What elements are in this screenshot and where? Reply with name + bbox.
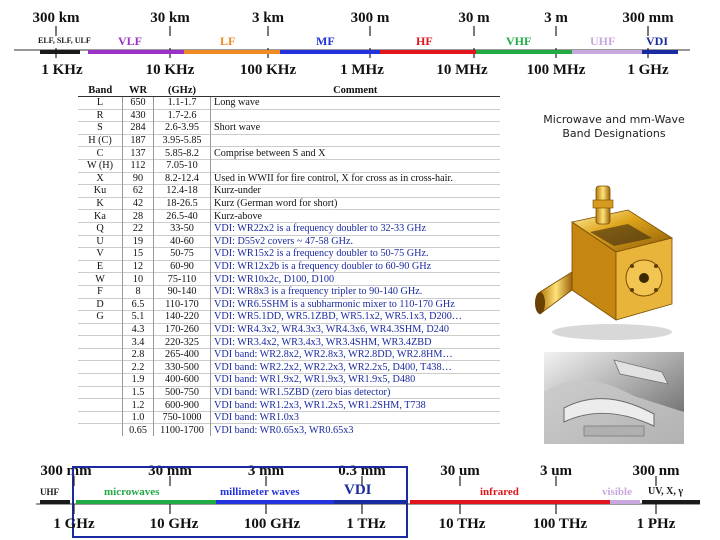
table-row	[78, 411, 500, 424]
caption-line: Band Designations	[562, 127, 666, 140]
frequency-range-cell: 90-140	[154, 285, 211, 298]
column-header: Comment	[211, 85, 501, 97]
band-cell: L	[78, 97, 123, 110]
bottom-frequency-label: 1 PHz	[636, 516, 676, 532]
band-segment-microwaves	[76, 500, 216, 504]
wr-cell: 2.2	[123, 361, 154, 374]
wr-cell: 22	[123, 222, 154, 235]
band-segment-uhf-bottom	[40, 500, 70, 504]
frequency-range-cell: 1.7-2.6	[154, 109, 211, 122]
table-row	[78, 336, 500, 349]
comment-cell: VDI band: WR1.0x3	[211, 411, 501, 424]
frequency-range-cell: 1100-1700	[154, 424, 211, 436]
band-cell: W (H)	[78, 159, 123, 172]
table-row	[78, 210, 500, 223]
comment-cell: VDI: WR10x2c, D100, D100	[211, 273, 501, 286]
band-cell	[78, 424, 123, 436]
table-row	[78, 147, 500, 160]
frequency-range-cell: 8.2-12.4	[154, 172, 211, 185]
top-wavelength-label: 300 km	[32, 10, 80, 26]
figure-caption	[514, 113, 714, 141]
band-segment-elf	[40, 50, 80, 54]
bottom-wavelength-label: 30 mm	[148, 463, 192, 479]
band-segment-uhf	[572, 50, 642, 54]
band-cell: S	[78, 122, 123, 135]
bottom-wavelength-label: 300 mm	[40, 463, 92, 479]
comment-cell	[211, 109, 501, 122]
band-designation-table	[78, 85, 500, 436]
table-row	[78, 273, 500, 286]
band-cell	[78, 386, 123, 399]
comment-cell: VDI band: WR1.2x3, WR1.2x5, WR1.2SHM, T738	[211, 399, 501, 412]
top-frequency-label: 1 KHz	[41, 62, 83, 78]
table-header-row	[78, 85, 500, 97]
wr-cell: 8	[123, 285, 154, 298]
frequency-range-cell: 265-400	[154, 348, 211, 361]
band-label-millimeter: millimeter waves	[220, 486, 300, 498]
wr-cell: 10	[123, 273, 154, 286]
frequency-range-cell: 40-60	[154, 235, 211, 248]
band-cell: W	[78, 273, 123, 286]
comment-cell: VDI: WR5.1DD, WR5.1ZBD, WR5.1x2, WR5.1x3, D200…	[211, 311, 501, 324]
bottom-wavelength-label: 3 um	[539, 463, 573, 479]
comment-cell: VDI: WR22x2 is a frequency doubler to 32-33 GHz	[211, 222, 501, 235]
wr-cell: 112	[123, 159, 154, 172]
band-cell	[78, 336, 123, 349]
frequency-range-cell: 26.5-40	[154, 210, 211, 223]
table-row	[78, 222, 500, 235]
top-frequency-label: 10 KHz	[145, 62, 195, 78]
top-wavelength-label: 300 mm	[622, 10, 674, 26]
wr-cell: 5.1	[123, 311, 154, 324]
bottom-frequency-label: 10 THz	[438, 516, 486, 532]
band-label-vhf: VHF	[506, 34, 532, 48]
wr-cell: 19	[123, 235, 154, 248]
wr-cell: 0.65	[123, 424, 154, 436]
band-segment-vdi-bottom	[334, 500, 406, 504]
wr-cell: 1.2	[123, 399, 154, 412]
table-row	[78, 134, 500, 147]
comment-cell: VDI: WR3.4x2, WR3.4x3, WR3.4SHM, WR3.4ZBD	[211, 336, 501, 349]
comment-cell: VDI band: WR2.8x2, WR2.8x3, WR2.8DD, WR2.8HM…	[211, 348, 501, 361]
band-label-uv: UV, X, γ	[648, 486, 684, 497]
band-cell: Ku	[78, 185, 123, 198]
bottom-wavelength-label: 0.3 mm	[338, 463, 386, 479]
top-wavelength-label: 3 km	[251, 10, 285, 26]
comment-cell: VDI: D55v2 covers ~ 47-58 GHz.	[211, 235, 501, 248]
comment-cell	[211, 134, 501, 147]
table-row	[78, 97, 500, 110]
wr-cell: 137	[123, 147, 154, 160]
frequency-range-cell: 5.85-8.2	[154, 147, 211, 160]
band-cell	[78, 399, 123, 412]
frequency-range-cell: 75-110	[154, 273, 211, 286]
comment-cell: VDI: WR12x2b is a frequency doubler to 60-90 GHz	[211, 260, 501, 273]
top-frequency-label: 1 MHz	[340, 62, 384, 78]
column-header: (GHz)	[154, 85, 211, 97]
caption-line: Microwave and mm-Wave	[543, 113, 685, 126]
table-row	[78, 361, 500, 374]
band-cell: C	[78, 147, 123, 160]
frequency-range-cell: 3.95-5.85	[154, 134, 211, 147]
table-row	[78, 298, 500, 311]
band-label-hf: HF	[416, 34, 433, 48]
wr-cell: 2.8	[123, 348, 154, 361]
table-row	[78, 424, 500, 436]
top-frequency-label: 10 MHz	[436, 62, 488, 78]
frequency-range-cell: 2.6-3.95	[154, 122, 211, 135]
waveguide-micrograph	[544, 352, 684, 444]
table-row	[78, 159, 500, 172]
table-row	[78, 399, 500, 412]
band-cell	[78, 411, 123, 424]
frequency-range-cell: 330-500	[154, 361, 211, 374]
band-cell: U	[78, 235, 123, 248]
table-row	[78, 235, 500, 248]
bottom-frequency-label: 1 GHz	[53, 516, 95, 532]
band-label-uhf-bottom: UHF	[40, 487, 59, 497]
table-row	[78, 122, 500, 135]
frequency-range-cell: 12.4-18	[154, 185, 211, 198]
column-header: Band	[78, 85, 123, 97]
band-label-elf: ELF, SLF, ULF	[38, 36, 91, 45]
comment-cell: Kurz-under	[211, 185, 501, 198]
frequency-range-cell: 110-170	[154, 298, 211, 311]
wr-cell: 1.5	[123, 386, 154, 399]
band-segment-millimeter	[216, 500, 334, 504]
table-row	[78, 374, 500, 387]
band-cell	[78, 323, 123, 336]
top-wavelength-label: 30 km	[150, 10, 190, 26]
bottom-frequency-label: 1 THz	[346, 516, 386, 532]
wr-cell: 6.5	[123, 298, 154, 311]
wr-cell: 62	[123, 185, 154, 198]
band-label-vdi: VDI	[646, 34, 669, 48]
band-cell: Ka	[78, 210, 123, 223]
bottom-frequency-label: 100 THz	[532, 516, 588, 532]
band-label-microwaves: microwaves	[104, 486, 160, 498]
table-row	[78, 323, 500, 336]
table-row	[78, 260, 500, 273]
comment-cell	[211, 159, 501, 172]
wr-cell: 650	[123, 97, 154, 110]
band-segment-vdi	[642, 50, 678, 54]
band-cell: H (C)	[78, 134, 123, 147]
band-segment-lf	[184, 50, 280, 54]
band-cell: G	[78, 311, 123, 324]
bottom-wavelength-label: 3 mm	[247, 463, 285, 479]
comment-cell: VDI: WR8x3 is a frequency tripler to 90-140 GHz.	[211, 285, 501, 298]
band-label-visible: visible	[602, 486, 632, 498]
band-segment-infrared	[410, 500, 610, 504]
frequency-multiplier-photo	[532, 180, 682, 348]
band-segment-visible	[610, 500, 640, 504]
top-frequency-label: 100 MHz	[526, 62, 586, 78]
band-cell	[78, 348, 123, 361]
band-segment-uv	[642, 500, 700, 504]
column-header: WR	[123, 85, 154, 97]
bottom-wavelength-label: 300 nm	[632, 463, 680, 479]
table-row	[78, 109, 500, 122]
frequency-range-cell: 33-50	[154, 222, 211, 235]
bottom-wavelength-label: 30 um	[440, 463, 480, 479]
band-segment-hf	[380, 50, 476, 54]
band-cell: E	[78, 260, 123, 273]
band-label-lf: LF	[220, 34, 236, 48]
band-cell	[78, 361, 123, 374]
top-wavelength-label: 3 m	[544, 10, 568, 26]
frequency-range-cell: 220-325	[154, 336, 211, 349]
band-cell: K	[78, 197, 123, 210]
wr-cell: 1.9	[123, 374, 154, 387]
table-row	[78, 311, 500, 324]
band-cell: Q	[78, 222, 123, 235]
band-segment-mf	[280, 50, 380, 54]
frequency-range-cell: 140-220	[154, 311, 211, 324]
comment-cell: Long wave	[211, 97, 501, 110]
wr-cell: 12	[123, 260, 154, 273]
band-label-vlf: VLF	[118, 34, 142, 48]
table-row	[78, 172, 500, 185]
comment-cell: Kurz (German word for short)	[211, 197, 501, 210]
top-wavelength-label: 30 m	[458, 10, 490, 26]
frequency-range-cell: 750-1000	[154, 411, 211, 424]
frequency-range-cell: 60-90	[154, 260, 211, 273]
bottom-frequency-label: 10 GHz	[149, 516, 199, 532]
band-cell: F	[78, 285, 123, 298]
wr-cell: 430	[123, 109, 154, 122]
wr-cell: 284	[123, 122, 154, 135]
frequency-range-cell: 600-900	[154, 399, 211, 412]
frequency-range-cell: 400-600	[154, 374, 211, 387]
top-frequency-label: 1 GHz	[627, 62, 669, 78]
frequency-range-cell: 50-75	[154, 248, 211, 261]
band-cell: V	[78, 248, 123, 261]
table-body	[78, 97, 500, 437]
comment-cell: VDI band: WR0.65x3, WR0.65x3	[211, 424, 501, 436]
band-segment-vlf	[88, 50, 184, 54]
band-cell	[78, 374, 123, 387]
wr-cell: 28	[123, 210, 154, 223]
comment-cell: Short wave	[211, 122, 501, 135]
frequency-range-cell: 170-260	[154, 323, 211, 336]
comment-cell: VDI: WR15x2 is a frequency doubler to 50-75 GHz.	[211, 248, 501, 261]
comment-cell: VDI: WR4.3x2, WR4.3x3, WR4.3x6, WR4.3SHM, D240	[211, 323, 501, 336]
band-cell: D	[78, 298, 123, 311]
table-row	[78, 348, 500, 361]
comment-cell: Used in WWII for fire control, X for cross as in cross-hair.	[211, 172, 501, 185]
wr-cell: 3.4	[123, 336, 154, 349]
band-label-uhf: UHF	[590, 34, 616, 48]
wr-cell: 1.0	[123, 411, 154, 424]
frequency-range-cell: 500-750	[154, 386, 211, 399]
wr-cell: 90	[123, 172, 154, 185]
wr-cell: 4.3	[123, 323, 154, 336]
band-segment-vhf	[476, 50, 572, 54]
comment-cell: VDI band: WR1.5ZBD (zero bias detector)	[211, 386, 501, 399]
top-frequency-label: 100 KHz	[239, 62, 297, 78]
top-wavelength-label: 300 m	[350, 10, 390, 26]
band-label-vdi-bottom: VDI	[344, 482, 372, 498]
table-row	[78, 185, 500, 198]
comment-cell: VDI band: WR1.9x2, WR1.9x3, WR1.9x5, D480	[211, 374, 501, 387]
table-row	[78, 285, 500, 298]
frequency-range-cell: 18-26.5	[154, 197, 211, 210]
band-label-infrared: infrared	[480, 486, 519, 498]
bottom-frequency-label: 100 GHz	[243, 516, 301, 532]
wr-cell: 15	[123, 248, 154, 261]
table-row	[78, 386, 500, 399]
wr-cell: 187	[123, 134, 154, 147]
comment-cell: Comprise between S and X	[211, 147, 501, 160]
band-cell: R	[78, 109, 123, 122]
comment-cell: Kurz-above	[211, 210, 501, 223]
frequency-range-cell: 7.05-10	[154, 159, 211, 172]
table-row	[78, 248, 500, 261]
wr-cell: 42	[123, 197, 154, 210]
comment-cell: VDI: WR6.5SHM is a subharmonic mixer to 110-170 GHz	[211, 298, 501, 311]
band-cell: X	[78, 172, 123, 185]
comment-cell: VDI band: WR2.2x2, WR2.2x3, WR2.2x5, D400, T438…	[211, 361, 501, 374]
table-row	[78, 197, 500, 210]
frequency-range-cell: 1.1-1.7	[154, 97, 211, 110]
band-label-mf: MF	[316, 34, 335, 48]
